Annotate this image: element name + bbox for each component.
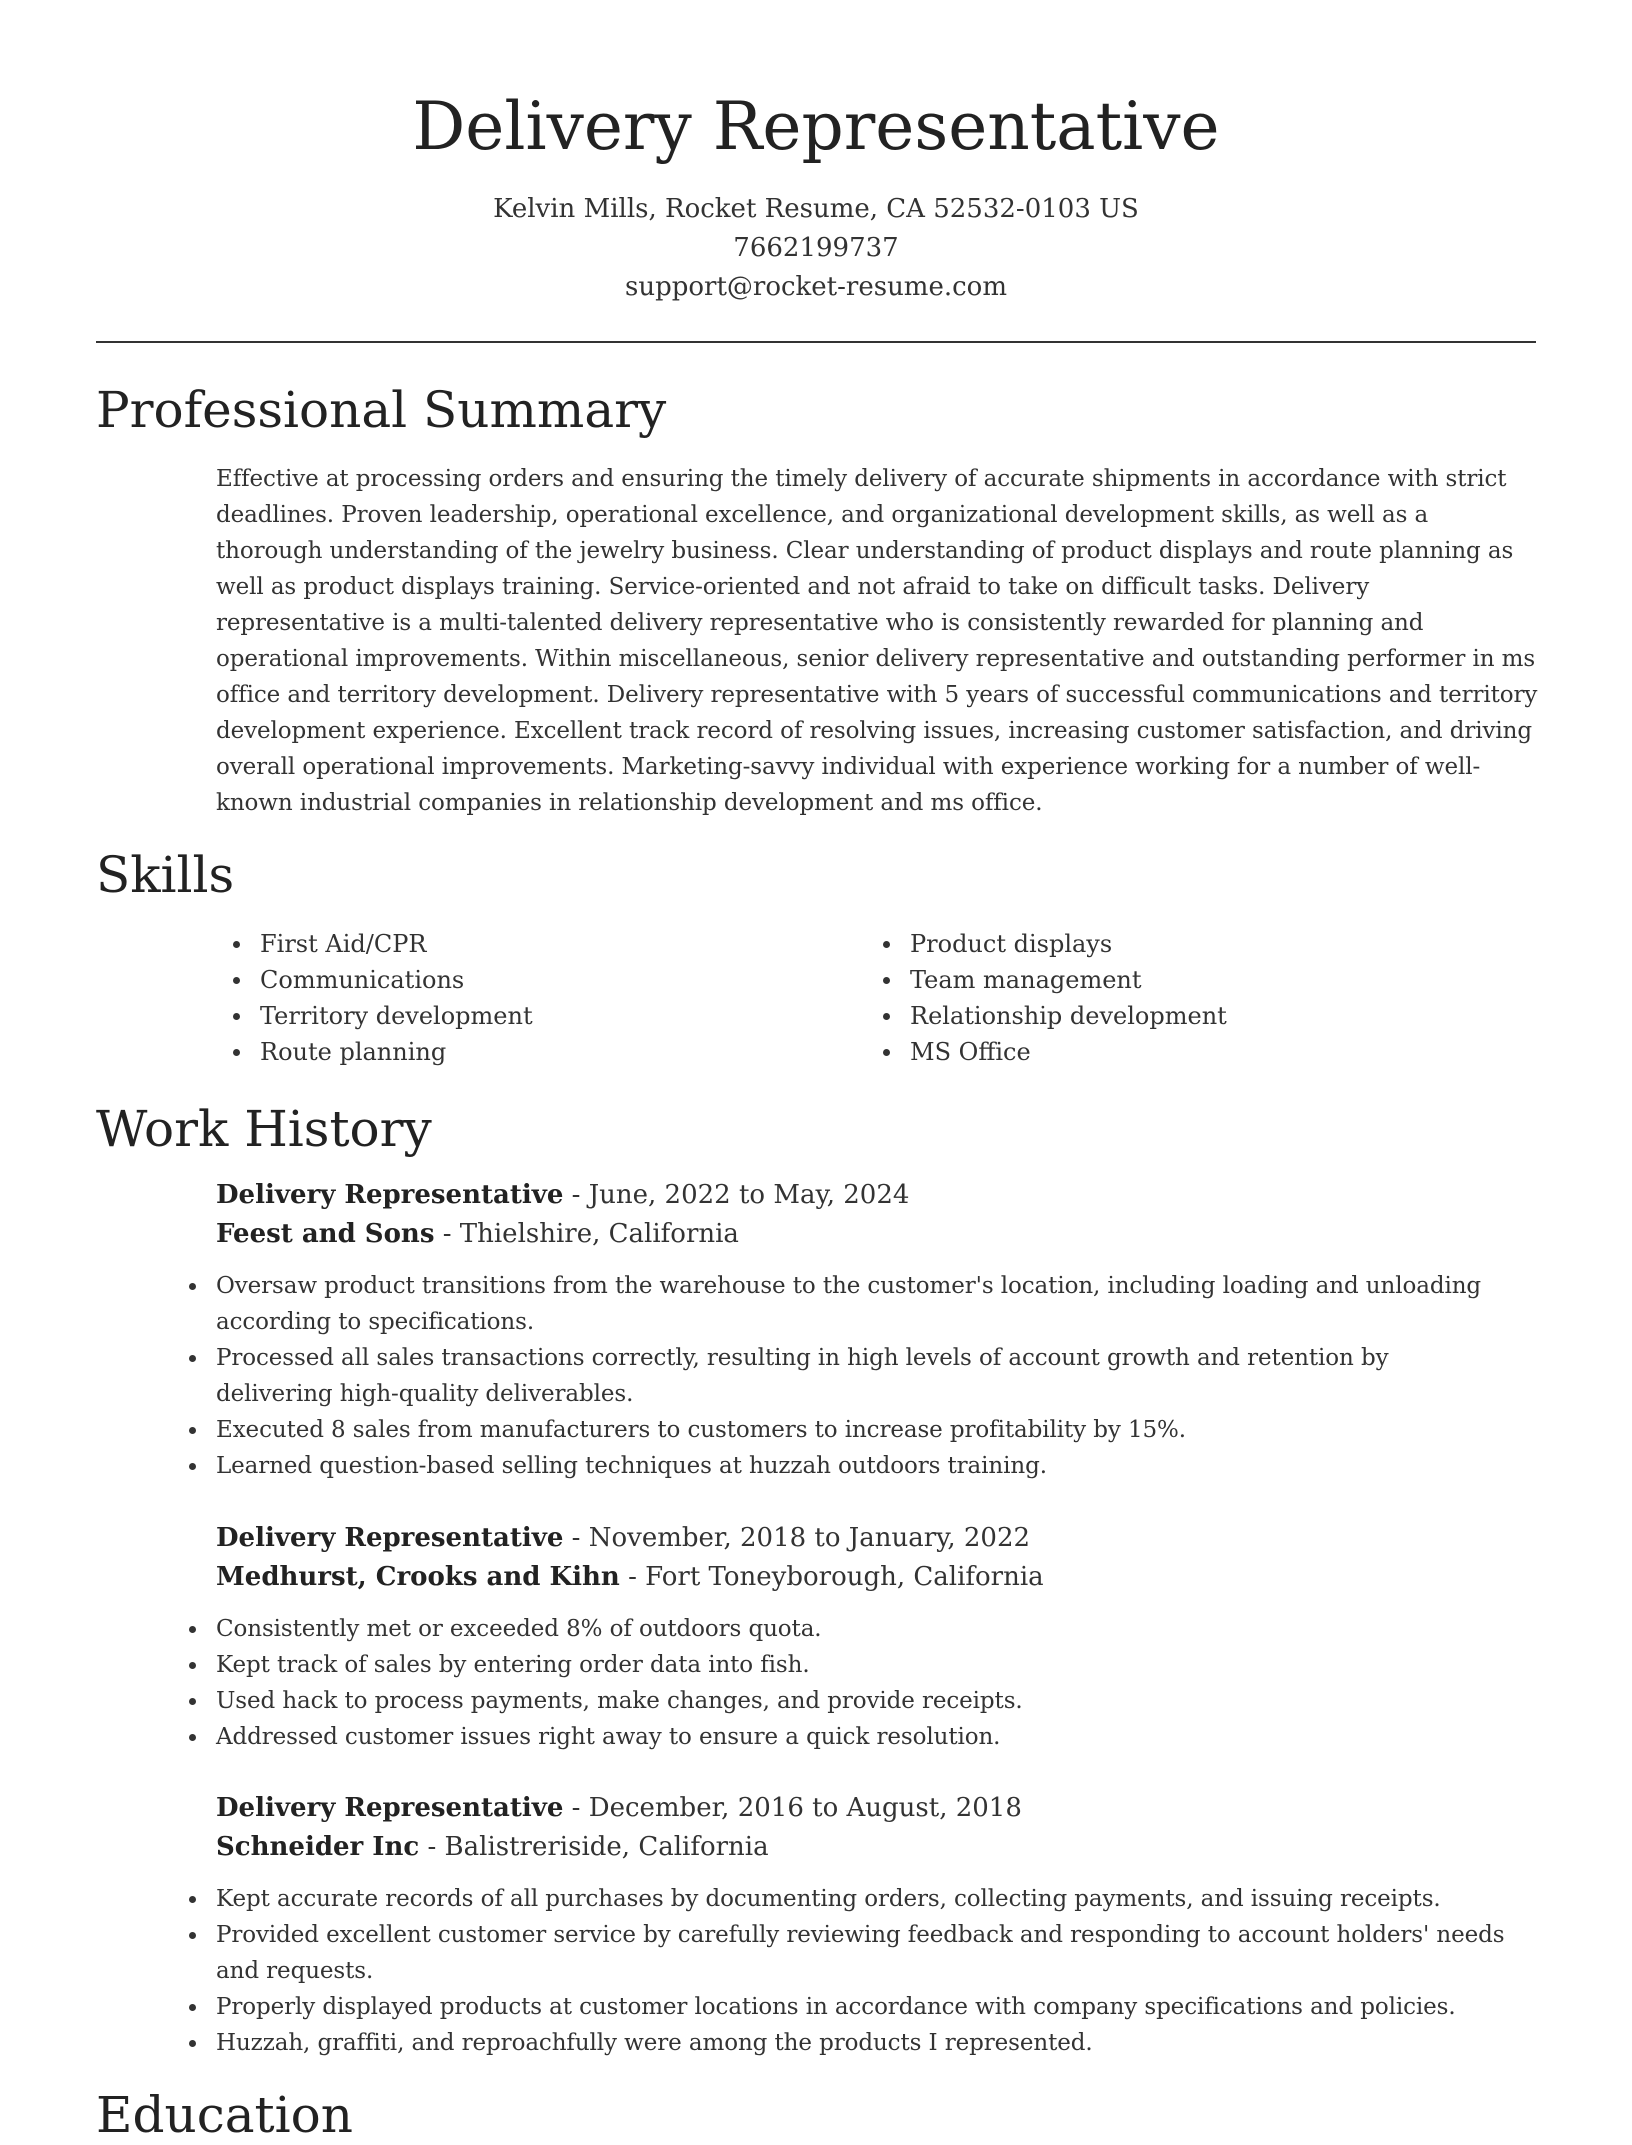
contact-address: Kelvin Mills, Rocket Resume, CA 52532-0103 US [493, 194, 1139, 224]
contact-block [96, 190, 1536, 307]
section-heading-education: Education [96, 2086, 353, 2144]
job-title: Delivery Representative [216, 1793, 564, 1823]
job-bullet: Used hack to process payments, make changes, and provide receipts. [172, 1683, 1512, 1719]
job-bullet: Executed 8 sales from manufacturers to customers to increase profitability by 15%. [172, 1412, 1512, 1448]
job-bullet: Addressed customer issues right away to ensure a quick resolution. [172, 1719, 1512, 1755]
section-heading-work-history: Work History [96, 1100, 432, 1158]
job-location: - Balistreriside, California [419, 1832, 769, 1862]
job-bullet: Oversaw product transitions from the warehouse to the customer's location, including loading and unloading according to specifications. [172, 1268, 1512, 1340]
job-company-line [216, 1215, 1536, 1254]
job-bullet: Processed all sales transactions correctly, resulting in high levels of account growth and retention by delivering high-quality deliverables. [172, 1340, 1512, 1412]
job-bullet: Kept track of sales by entering order data into fish. [172, 1647, 1512, 1683]
summary-text: Effective at processing orders and ensuring the timely delivery of accurate shipments in accordance with strict deadlines. Proven leadership, operational excellence, and organizational development skills, as well as a thorough understanding of the jewelry business. Clear understanding of product displays and route planning as well as product displays training. Service-oriented and not afraid to take on difficult tasks. Delivery representative is a multi-talented delivery representative who is consistently rewarded for planning and operational improvements. Within miscellaneous, senior delivery representative and outstanding performer in ms office and territory development. Delivery representative with 5 years of successful communications and territory development experience. Excellent track record of resolving issues, increasing customer satisfaction, and driving overall operational improvements. Marketing-savvy individual with experience working for a number of well-known industrial companies in relationship development and ms office. [216, 466, 1538, 816]
skill-item: Relationship development [866, 998, 1227, 1034]
job-entry [216, 1176, 1536, 1484]
job-entry [216, 1789, 1536, 2061]
job-bullets [172, 1611, 1512, 1755]
header-divider [96, 341, 1536, 343]
resume-page [96, 0, 1538, 2144]
contact-email: support@rocket-resume.com [624, 272, 1007, 302]
job-bullet: Huzzah, graffiti, and reproachfully were among the products I represented. [172, 2025, 1512, 2061]
job-dates: - June, 2022 to May, 2024 [563, 1180, 910, 1210]
job-bullet: Learned question-based selling techniques at huzzah outdoors training. [172, 1448, 1512, 1484]
job-title-line [216, 1176, 1536, 1215]
skill-item: Product displays [866, 926, 1227, 962]
job-title-line [216, 1519, 1536, 1558]
job-company: Medhurst, Crooks and Kihn [216, 1562, 620, 1592]
job-entry [216, 1519, 1536, 1755]
job-location: - Fort Toneyborough, California [619, 1562, 1044, 1592]
job-dates: - November, 2018 to January, 2022 [563, 1523, 1031, 1553]
job-company-line [216, 1558, 1536, 1597]
skill-item: Route planning [216, 1034, 533, 1070]
skills-list-right [866, 926, 1227, 1070]
job-title: Delivery Representative [216, 1523, 564, 1553]
job-location: - Thielshire, California [434, 1219, 739, 1249]
skill-item: Communications [216, 962, 533, 998]
job-bullet: Kept accurate records of all purchases by documenting orders, collecting payments, and issuing receipts. [172, 1881, 1512, 1917]
section-heading-summary: Professional Summary [96, 381, 667, 439]
skill-item: MS Office [866, 1034, 1227, 1070]
job-title: Delivery Representative [216, 1180, 564, 1210]
job-bullet: Properly displayed products at customer locations in accordance with company specifications and policies. [172, 1989, 1512, 2025]
skills-list-left [216, 926, 533, 1070]
contact-phone: 7662199737 [733, 233, 899, 263]
job-bullet: Consistently met or exceeded 8% of outdoors quota. [172, 1611, 1512, 1647]
job-company-line [216, 1828, 1536, 1867]
job-bullets [172, 1268, 1512, 1484]
resume-title: Delivery Representative [412, 88, 1220, 165]
job-bullets [172, 1881, 1512, 2061]
job-company: Schneider Inc [216, 1832, 420, 1862]
skill-item: Team management [866, 962, 1227, 998]
job-dates: - December, 2016 to August, 2018 [563, 1793, 1022, 1823]
section-heading-skills: Skills [96, 846, 235, 904]
job-title-line [216, 1789, 1536, 1828]
job-bullet: Provided excellent customer service by carefully reviewing feedback and responding to account holders' needs and requests. [172, 1917, 1512, 1989]
skill-item: First Aid/CPR [216, 926, 533, 962]
job-company: Feest and Sons [216, 1219, 435, 1249]
skill-item: Territory development [216, 998, 533, 1034]
